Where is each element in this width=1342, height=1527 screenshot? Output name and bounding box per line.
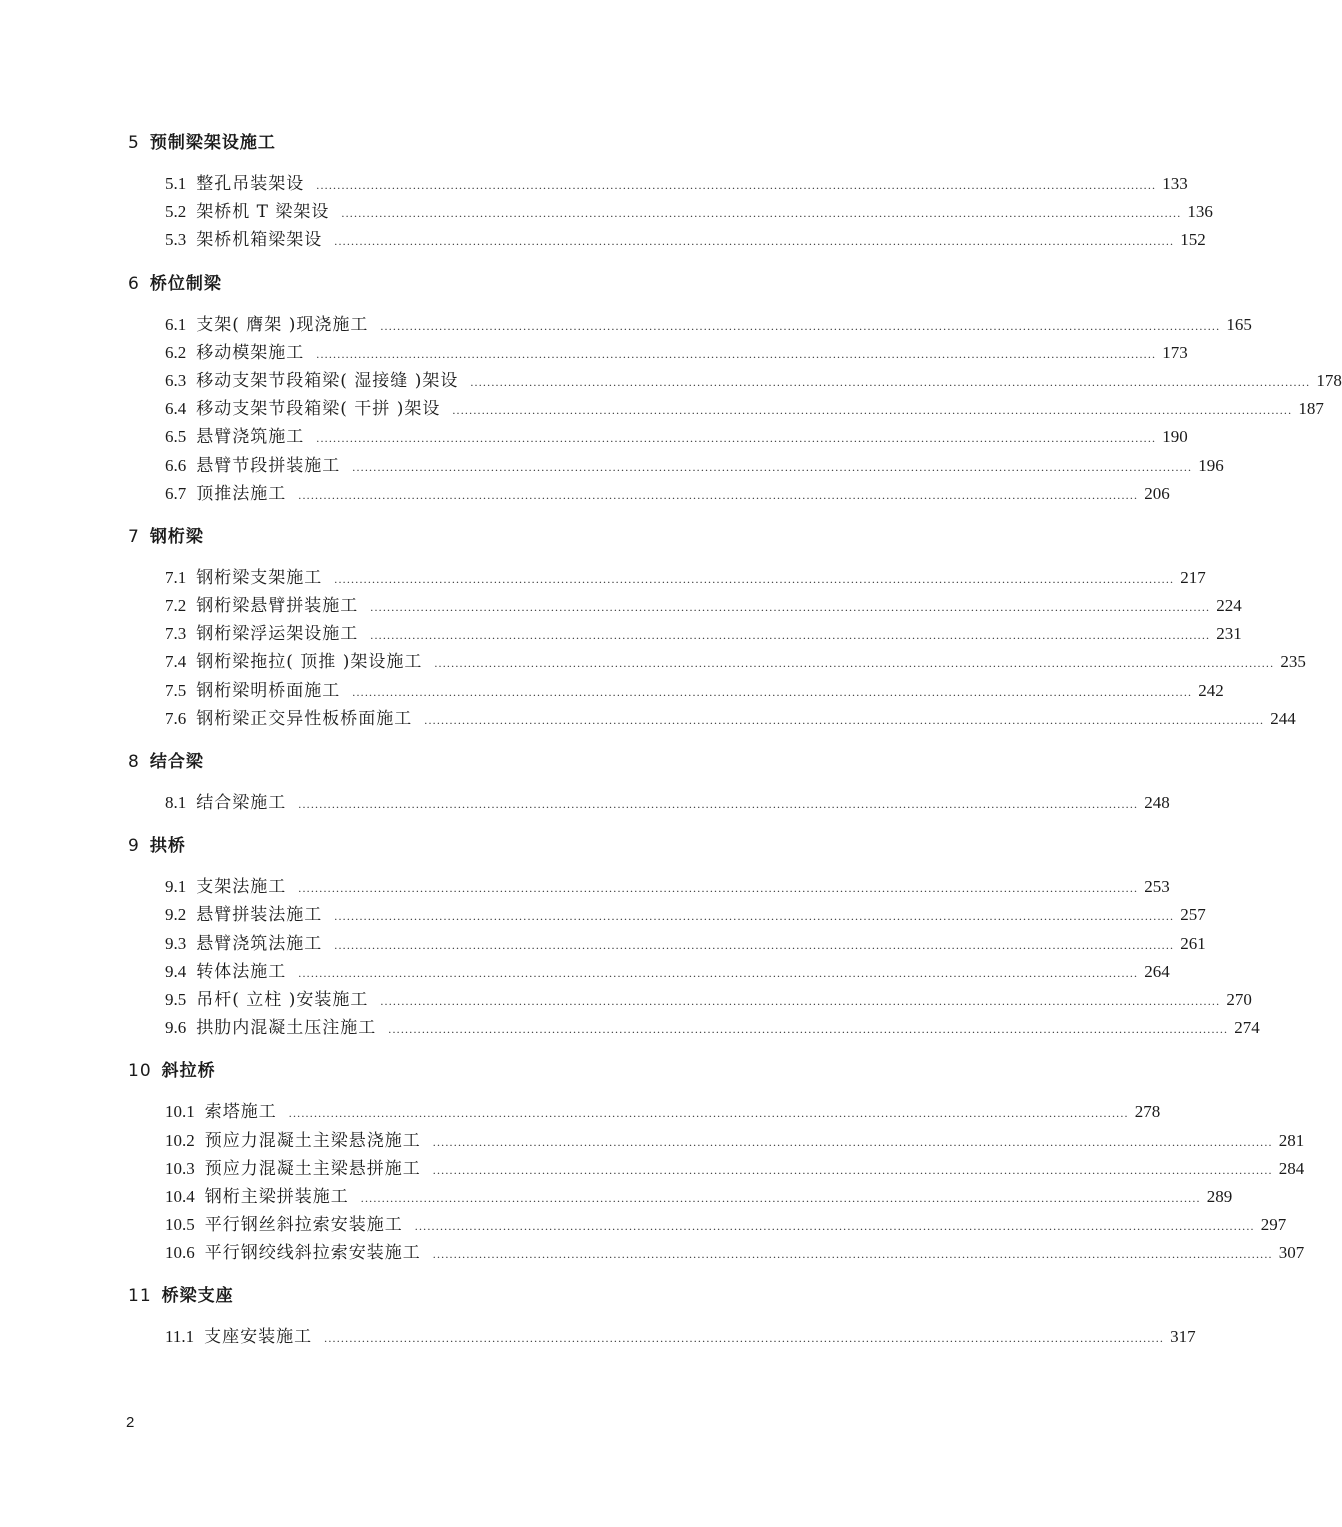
- toc-entry[interactable]: [165, 901, 1206, 929]
- section-title: 悬臂浇筑法施工: [196, 933, 323, 954]
- dot-leader: ........................................................................................................................................................................................................: [334, 909, 1175, 924]
- dot-leader: ........................................................................................................................................................................................................: [414, 1219, 1255, 1234]
- section-title: 索塔施工: [204, 1102, 277, 1123]
- toc-chapter: [0, 269, 1342, 508]
- section-page-number: 235: [1280, 652, 1306, 672]
- dot-leader: ........................................................................................................................................................................................................: [316, 178, 1157, 192]
- dot-leader: ........................................................................................................................................................................................................: [380, 318, 1221, 333]
- section-page-number: 178: [1316, 370, 1342, 390]
- section-list: [0, 311, 1342, 508]
- section-page-number: 278: [1134, 1102, 1161, 1122]
- section-title: 悬臂拼装法施工: [196, 905, 323, 926]
- section-number: 10.6: [165, 1243, 195, 1263]
- section-list: [0, 873, 1260, 1042]
- section-list: [0, 170, 1213, 255]
- section-page-number: 242: [1198, 680, 1224, 700]
- dot-leader: ........................................................................................................................................................................................................: [341, 206, 1182, 221]
- section-number: 7.5: [165, 680, 187, 700]
- toc-entry[interactable]: [165, 1155, 1305, 1183]
- chapter-number: 10: [128, 1061, 152, 1082]
- section-title: 平行钢绞线斜拉索安装施工: [204, 1243, 421, 1264]
- section-page-number: 253: [1144, 877, 1170, 897]
- chapter-title: 结合梁: [149, 752, 204, 772]
- chapter-title: 拱桥: [149, 836, 186, 857]
- section-title: 转体法施工: [196, 961, 287, 982]
- section-page-number: 244: [1270, 708, 1296, 728]
- section-title: 钢桁梁悬臂拼装施工: [196, 596, 359, 617]
- dot-leader: ........................................................................................................................................................................................................: [334, 234, 1175, 249]
- dot-leader: ........................................................................................................................................................................................................: [370, 600, 1211, 615]
- dot-leader: ........................................................................................................................................................................................................: [316, 346, 1157, 361]
- section-title: 吊杆( 立柱 )安装施工: [196, 989, 369, 1010]
- dot-leader: ........................................................................................................................................................................................................: [424, 712, 1265, 727]
- section-title: 钢桁梁浮运架设施工: [196, 624, 359, 645]
- section-title: 拱肋内混凝土压注施工: [196, 1018, 377, 1039]
- section-title: 钢桁梁支架施工: [196, 567, 323, 588]
- toc-chapter: [0, 1056, 1305, 1267]
- toc-entry[interactable]: [165, 1211, 1287, 1239]
- section-list: [0, 1098, 1305, 1267]
- section-number: 10.3: [165, 1158, 195, 1178]
- chapter-heading[interactable]: [0, 269, 1080, 299]
- section-page-number: 217: [1180, 567, 1206, 587]
- toc-entry[interactable]: [165, 339, 1188, 367]
- section-title: 结合梁施工: [196, 793, 287, 813]
- section-page-number: 133: [1162, 174, 1188, 193]
- table-of-contents: [0, 128, 1342, 1366]
- section-page-number: 284: [1278, 1158, 1305, 1178]
- toc-entry[interactable]: [165, 873, 1170, 901]
- section-page-number: 224: [1216, 596, 1242, 616]
- section-page-number: 231: [1216, 624, 1242, 644]
- dot-leader: ........................................................................................................................................................................................................: [352, 684, 1193, 699]
- toc-entry[interactable]: [165, 311, 1252, 339]
- section-title: 移动支架节段箱梁( 干拼 )架设: [196, 399, 441, 420]
- section-number: 6.4: [165, 399, 187, 419]
- dot-leader: ........................................................................................................................................................................................................: [370, 628, 1211, 643]
- toc-chapter: [0, 1281, 1196, 1351]
- dot-leader: ........................................................................................................................................................................................................: [360, 1190, 1201, 1205]
- dot-leader: ........................................................................................................................................................................................................: [316, 431, 1157, 446]
- toc-chapter: [0, 747, 1170, 817]
- toc-entry[interactable]: [165, 452, 1224, 480]
- section-list: [0, 1323, 1196, 1351]
- section-title: 预应力混凝土主梁悬拼施工: [204, 1158, 421, 1179]
- toc-entry[interactable]: [165, 226, 1206, 254]
- toc-entry[interactable]: [165, 1239, 1305, 1267]
- section-number: 5.2: [165, 202, 187, 222]
- section-number: 6.6: [165, 455, 187, 475]
- toc-entry[interactable]: [165, 1098, 1161, 1126]
- toc-chapter: [0, 522, 1306, 733]
- section-number: 6.1: [165, 314, 187, 334]
- dot-leader: ........................................................................................................................................................................................................: [352, 459, 1193, 474]
- toc-entry[interactable]: [165, 789, 1170, 817]
- section-page-number: 136: [1187, 202, 1213, 222]
- section-number: 7.1: [165, 567, 187, 587]
- chapter-title: 桥位制梁: [149, 273, 222, 294]
- section-number: 10.1: [165, 1102, 195, 1122]
- section-number: 9.1: [165, 877, 187, 897]
- section-page-number: 317: [1170, 1327, 1196, 1347]
- chapter-heading[interactable]: [0, 831, 1080, 861]
- dot-leader: ........................................................................................................................................................................................................: [288, 1106, 1129, 1121]
- dot-leader: ........................................................................................................................................................................................................: [324, 1331, 1165, 1346]
- section-title: 悬臂节段拼装施工: [196, 455, 341, 476]
- section-page-number: 206: [1144, 483, 1170, 503]
- section-title: 顶推法施工: [196, 483, 287, 504]
- section-number: 9.2: [165, 905, 187, 925]
- chapter-heading[interactable]: [0, 128, 1080, 158]
- section-title: 钢桁梁拖拉( 顶推 )架设施工: [196, 652, 423, 673]
- toc-entry[interactable]: [165, 930, 1206, 958]
- section-title: 钢桁主梁拼装施工: [204, 1186, 349, 1207]
- section-page-number: 187: [1298, 399, 1324, 419]
- section-number: 6.3: [165, 370, 187, 390]
- section-page-number: 307: [1278, 1243, 1305, 1263]
- toc-entry[interactable]: [165, 620, 1242, 648]
- toc-chapter: [0, 128, 1213, 255]
- chapter-number: 5: [128, 133, 140, 153]
- section-title: 架桥机 T 梁架设: [196, 202, 330, 223]
- section-page-number: 264: [1144, 961, 1170, 981]
- toc-entry[interactable]: [165, 705, 1296, 733]
- toc-entry[interactable]: [165, 677, 1224, 705]
- section-page-number: 297: [1260, 1215, 1287, 1235]
- chapter-title: 斜拉桥: [161, 1061, 216, 1082]
- chapter-number: 9: [128, 836, 140, 857]
- section-title: 整孔吊装架设: [196, 174, 305, 194]
- toc-chapter: [0, 831, 1260, 1042]
- section-number: 9.3: [165, 933, 187, 953]
- section-title: 平行钢丝斜拉索安装施工: [204, 1215, 403, 1236]
- section-number: 7.6: [165, 708, 187, 728]
- toc-entry[interactable]: [165, 395, 1324, 423]
- dot-leader: ........................................................................................................................................................................................................: [298, 965, 1139, 980]
- section-number: 5.3: [165, 230, 187, 250]
- chapter-number: 8: [128, 752, 140, 772]
- section-number: 6.5: [165, 427, 187, 447]
- section-number: 9.6: [165, 1018, 187, 1038]
- dot-leader: ........................................................................................................................................................................................................: [432, 1134, 1273, 1149]
- dot-leader: ........................................................................................................................................................................................................: [298, 797, 1139, 811]
- chapter-number: 11: [128, 1286, 152, 1307]
- section-page-number: 173: [1162, 342, 1188, 362]
- dot-leader: ........................................................................................................................................................................................................: [388, 1022, 1229, 1037]
- section-number: 10.5: [165, 1215, 195, 1235]
- dot-leader: ........................................................................................................................................................................................................: [298, 487, 1139, 502]
- section-number: 7.4: [165, 652, 187, 672]
- toc-entry[interactable]: [165, 564, 1206, 592]
- section-page-number: 270: [1226, 989, 1252, 1009]
- chapter-number: 6: [128, 273, 140, 294]
- page-number: 2: [126, 1414, 135, 1431]
- dot-leader: ........................................................................................................................................................................................................: [380, 993, 1221, 1008]
- section-number: 9.4: [165, 961, 187, 981]
- section-page-number: 261: [1180, 933, 1206, 953]
- section-number: 6.7: [165, 483, 187, 503]
- toc-entry[interactable]: [165, 480, 1170, 508]
- toc-entry[interactable]: [165, 198, 1213, 226]
- section-page-number: 152: [1180, 230, 1206, 250]
- section-number: 10.2: [165, 1130, 195, 1150]
- dot-leader: ........................................................................................................................................................................................................: [432, 1247, 1273, 1262]
- toc-entry[interactable]: [165, 367, 1342, 395]
- section-page-number: 274: [1234, 1018, 1260, 1038]
- section-page-number: 257: [1180, 905, 1206, 925]
- section-page-number: 289: [1206, 1186, 1233, 1206]
- section-title: 支架法施工: [196, 877, 287, 898]
- toc-entry[interactable]: [165, 986, 1252, 1014]
- section-number: 10.4: [165, 1186, 195, 1206]
- section-title: 支架( 膺架 )现浇施工: [196, 314, 369, 335]
- section-title: 预应力混凝土主梁悬浇施工: [204, 1130, 421, 1151]
- chapter-number: 7: [128, 526, 140, 547]
- toc-entry[interactable]: [165, 423, 1188, 451]
- section-page-number: 248: [1144, 793, 1170, 812]
- section-number: 11.1: [165, 1327, 195, 1347]
- chapter-heading[interactable]: [0, 1281, 1080, 1311]
- section-list: [0, 564, 1306, 733]
- toc-entry[interactable]: [165, 958, 1170, 986]
- section-number: 7.2: [165, 596, 187, 616]
- section-page-number: 281: [1278, 1130, 1305, 1150]
- chapter-title: 钢桁梁: [149, 526, 204, 547]
- section-number: 6.2: [165, 342, 187, 362]
- section-number: 5.1: [165, 174, 187, 193]
- toc-entry[interactable]: [165, 592, 1242, 620]
- section-page-number: 196: [1198, 455, 1224, 475]
- section-number: 8.1: [165, 793, 187, 812]
- section-number: 7.3: [165, 624, 187, 644]
- toc-entry[interactable]: [165, 1183, 1233, 1211]
- chapter-title: 预制梁架设施工: [149, 133, 276, 153]
- dot-leader: ........................................................................................................................................................................................................: [470, 374, 1311, 389]
- section-title: 悬臂浇筑施工: [196, 427, 305, 448]
- chapter-title: 桥梁支座: [161, 1286, 234, 1307]
- toc-entry[interactable]: [165, 1127, 1305, 1155]
- toc-entry[interactable]: [165, 648, 1306, 676]
- dot-leader: ........................................................................................................................................................................................................: [334, 571, 1175, 586]
- chapter-heading[interactable]: [0, 747, 1080, 777]
- dot-leader: ........................................................................................................................................................................................................: [298, 881, 1139, 896]
- section-title: 支座安装施工: [204, 1327, 313, 1348]
- section-page-number: 165: [1226, 314, 1252, 334]
- dot-leader: ........................................................................................................................................................................................................: [434, 656, 1275, 671]
- section-title: 移动模架施工: [196, 342, 305, 363]
- section-page-number: 190: [1162, 427, 1188, 447]
- toc-entry[interactable]: [165, 170, 1188, 198]
- dot-leader: ........................................................................................................................................................................................................: [334, 937, 1175, 952]
- dot-leader: ........................................................................................................................................................................................................: [452, 403, 1293, 418]
- dot-leader: ........................................................................................................................................................................................................: [432, 1162, 1273, 1177]
- chapter-heading[interactable]: [0, 522, 1080, 552]
- section-title: 移动支架节段箱梁( 湿接缝 )架设: [196, 370, 459, 391]
- section-title: 架桥机箱梁架设: [196, 230, 323, 251]
- section-title: 钢桁梁正交异性板桥面施工: [196, 708, 413, 729]
- toc-entry[interactable]: [165, 1014, 1260, 1042]
- toc-entry[interactable]: [165, 1323, 1196, 1351]
- section-number: 9.5: [165, 989, 187, 1009]
- chapter-heading[interactable]: [0, 1056, 1080, 1086]
- section-title: 钢桁梁明桥面施工: [196, 680, 341, 701]
- section-list: [0, 789, 1170, 817]
